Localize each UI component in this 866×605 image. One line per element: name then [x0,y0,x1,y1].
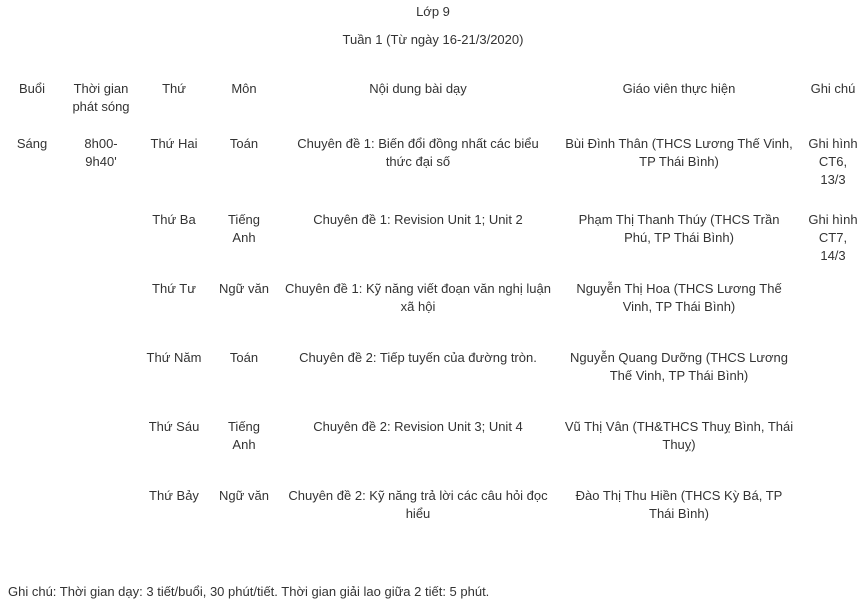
table-row [0,411,866,480]
cell-teacher: Bùi Đình Thân (THCS Lương Thế Vinh, TP Thái Bình) [565,136,793,169]
col-header-content: Nội dung bài dạy [369,81,467,96]
cell-note [800,273,866,342]
cell-content: Chuyên đề 1: Kỹ năng viết đoạn văn nghị luận xã hội [285,281,551,314]
table-row [0,128,866,204]
cell-time [64,480,138,549]
cell-session [0,480,64,549]
cell-teacher: Vũ Thị Vân (TH&THCS Thuỵ Bình, Thái Thuỵ) [564,419,794,452]
table-row [0,480,866,549]
cell-subject: Ngữ văn [219,281,269,296]
cell-teacher: Đào Thị Thu Hiền (THCS Kỳ Bá, TP Thái Bình) [575,488,783,521]
cell-content: Chuyên đề 2: Kỹ năng trả lời các câu hỏi đọc hiểu [288,488,548,521]
cell-content: Chuyên đề 1: Biến đổi đồng nhất các biểu thức đại số [297,136,539,169]
col-header-session: Buổi [18,81,46,96]
col-header-subject: Môn [231,81,257,96]
footer-note: Ghi chú: Thời gian dạy: 3 tiết/buổi, 30 phút/tiết. Thời gian giải lao giữa 2 tiết: 5 phút. [8,584,490,599]
cell-content: Chuyên đề 2: Revision Unit 3; Unit 4 [313,419,523,434]
cell-day: Thứ Tư [152,281,196,296]
cell-session [0,204,64,273]
cell-note [800,342,866,411]
cell-teacher: Nguyễn Quang Dưỡng (THCS Lương Thế Vinh, TP Thái Bình) [570,350,788,383]
cell-session [0,273,64,342]
cell-note [800,480,866,549]
cell-time [64,273,138,342]
cell-note: Ghi hình CT6, 13/3 [808,136,858,187]
cell-subject: Toán [229,136,259,151]
schedule-table [0,70,866,549]
cell-content: Chuyên đề 2: Tiếp tuyến của đường tròn. [299,350,537,365]
cell-day: Thứ Sáu [148,419,200,434]
cell-time [64,411,138,480]
col-header-day: Thứ [162,81,186,96]
cell-session [0,411,64,480]
cell-time: 8h00-9h40' [84,136,118,169]
cell-subject: Tiếng Anh [227,212,261,245]
page-subtitle: Tuần 1 (Từ ngày 16-21/3/2020) [342,32,524,47]
cell-content: Chuyên đề 1: Revision Unit 1; Unit 2 [313,212,523,227]
cell-subject: Ngữ văn [219,488,269,503]
cell-day: Thứ Năm [146,350,202,365]
cell-time [64,204,138,273]
cell-day: Thứ Hai [150,136,198,151]
cell-day: Thứ Bảy [149,488,199,503]
cell-subject: Toán [229,350,259,365]
cell-session [0,342,64,411]
cell-time [64,342,138,411]
table-header-row [0,70,866,128]
table-row [0,342,866,411]
col-header-teacher: Giáo viên thực hiện [622,81,736,96]
col-header-time: Thời gian phát sóng [72,81,130,114]
cell-teacher: Phạm Thị Thanh Thúy (THCS Trần Phú, TP Thái Bình) [578,212,780,245]
cell-day: Thứ Ba [152,212,196,227]
table-row [0,273,866,342]
cell-subject: Tiếng Anh [227,419,261,452]
cell-session: Sáng [16,136,48,151]
col-header-note: Ghi chú [810,81,856,96]
cell-teacher: Nguyễn Thị Hoa (THCS Lương Thế Vinh, TP Thái Bình) [576,281,782,314]
table-row [0,204,866,273]
page-title: Lớp 9 [416,4,450,19]
cell-note [800,411,866,480]
cell-note: Ghi hình CT7, 14/3 [808,212,858,263]
